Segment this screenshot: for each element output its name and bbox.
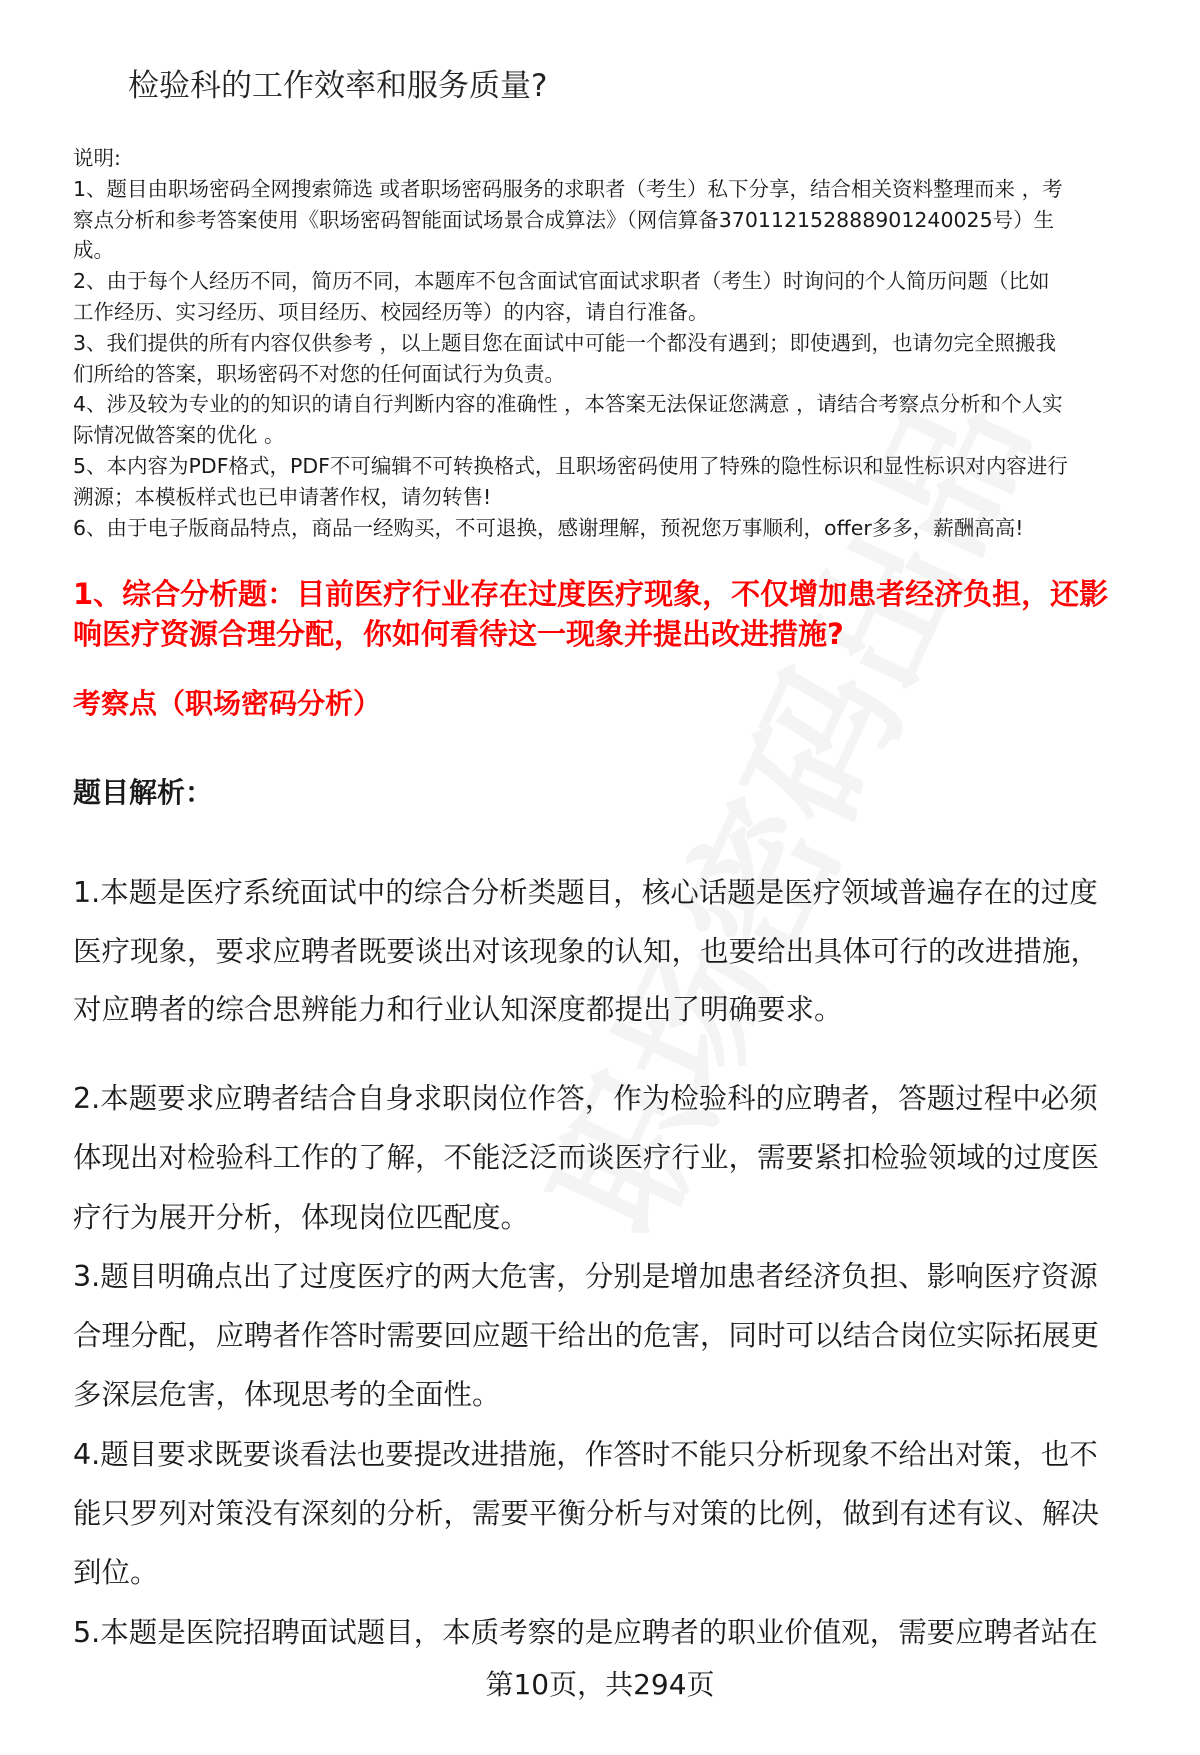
exam-point-heading: 考察点（职场密码分析）	[73, 687, 382, 720]
paragraph-line: 多深层危害，体现思考的全面性。	[73, 1378, 501, 1412]
note-line: 1、题目由职场密码全网搜索筛选 或者职场密码服务的求职者（考生）私下分享，结合相关资料整理而来 ，考	[73, 176, 1063, 201]
disclaimer-notes	[73, 143, 1153, 543]
note-line: 际情况做答案的优化 。	[73, 423, 285, 448]
note-line: 成。	[73, 238, 114, 263]
page-title: 检验科的工作效率和服务质量?	[128, 68, 548, 104]
paragraph-line: 5.本题是医院招聘面试题目，本质考察的是应聘者的职业价值观，需要应聘者站在	[73, 1615, 1098, 1649]
question-heading	[73, 574, 1153, 654]
note-line: 5、本内容为PDF格式，PDF不可编辑不可转换格式，且职场密码使用了特殊的隐性标识和显性标识对内容进行	[73, 453, 1068, 478]
analysis-paragraphs	[73, 1069, 1153, 1662]
analysis-heading: 题目解析：	[73, 776, 214, 809]
note-line: 6、由于电子版商品特点，商品一经购买，不可退换，感谢理解，预祝您万事顺利，offer多多，薪酬高高!	[73, 515, 1024, 540]
paragraph-line: 4.题目要求既要谈看法也要提改进措施，作答时不能只分析现象不给出对策，也不	[73, 1437, 1098, 1471]
analysis-paragraph	[73, 864, 1153, 1040]
paragraph-line: 能只罗列对策没有深刻的分析，需要平衡分析与对策的比例，做到有述有议、解决	[73, 1497, 1100, 1531]
question-line: 1、综合分析题：目前医疗行业存在过度医疗现象，不仅增加患者经济负担，还影	[73, 577, 1109, 611]
note-line: 4、涉及较为专业的的知识的请自行判断内容的准确性 ，本答案无法保证您满意 ，请结合考察点分析和个人实	[73, 392, 1063, 417]
note-line: 说明:	[73, 146, 121, 170]
note-line: 们所给的答案，职场密码不对您的任何面试行为负责。	[73, 361, 565, 386]
paragraph-line: 到位。	[73, 1556, 159, 1590]
paragraph-line: 3.题目明确点出了过度医疗的两大危害，分别是增加患者经济负担、影响医疗资源	[73, 1259, 1098, 1293]
note-line: 3、我们提供的所有内容仅供参考 ，以上题目您在面试中可能一个都没有遇到；即使遇到，也请勿完全照搬我	[73, 330, 1057, 355]
note-line: 察点分析和参考答案使用《职场密码智能面试场景合成算法》（网信算备370112152888901240025号）生	[73, 207, 1055, 232]
paragraph-line: 1.本题是医疗系统面试中的综合分析类题目，核心话题是医疗领域普遍存在的过度	[73, 876, 1098, 909]
paragraph-line: 合理分配，应聘者作答时需要回应题干给出的危害，同时可以结合岗位实际拓展更	[73, 1319, 1100, 1353]
paragraph-line: 医疗现象，要求应聘者既要谈出对该现象的认知，也要给出具体可行的改进措施，	[73, 934, 1100, 968]
paragraph-line: 体现出对检验科工作的了解，不能泛泛而谈医疗行业，需要紧扣检验领域的过度医	[73, 1141, 1100, 1175]
note-line: 工作经历、实习经历、项目经历、校园经历等）的内容，请自行准备。	[73, 299, 709, 324]
question-line: 响医疗资源合理分配，你如何看待这一现象并提出改进措施?	[73, 617, 844, 651]
paragraph-line: 2.本题要求应聘者结合自身求职岗位作答，作为检验科的应聘者，答题过程中必须	[73, 1082, 1098, 1115]
note-line: 溯源；本模板样式也已申请著作权，请勿转售!	[73, 484, 492, 509]
paragraph-line: 对应聘者的综合思辨能力和行业认知深度都提出了明确要求。	[73, 993, 843, 1027]
page-number: 第10页，共294页	[485, 1668, 715, 1701]
note-line: 2、由于每个人经历不同，简历不同，本题库不包含面试官面试求职者（考生）时询问的个人简历问题（比如	[73, 269, 1050, 294]
paragraph-line: 疗行为展开分析，体现岗位匹配度。	[73, 1200, 530, 1234]
